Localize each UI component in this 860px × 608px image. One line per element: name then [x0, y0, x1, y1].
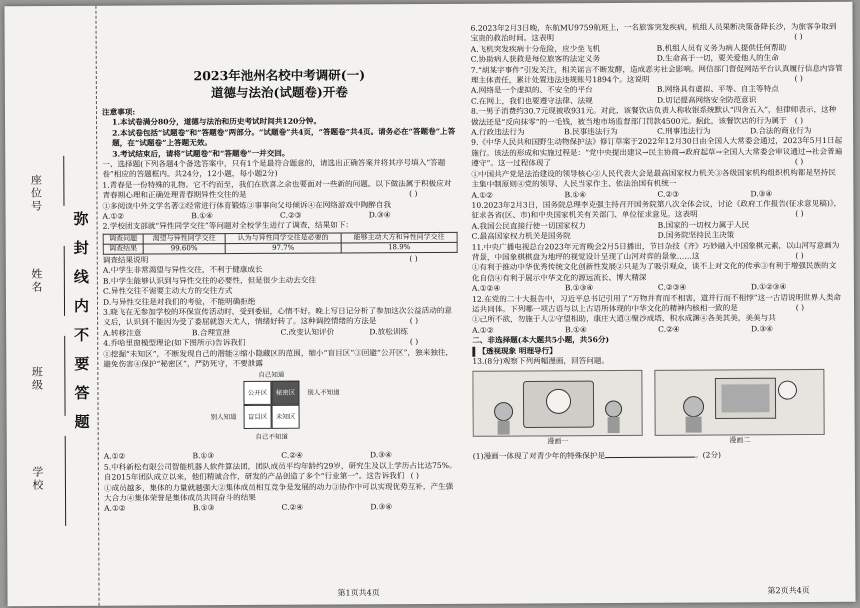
option: B.①④ — [191, 211, 213, 221]
cartoon-two-caption: 漫画二 — [729, 436, 751, 445]
option: A.网络是一个虚拟的、不安全的平台 — [470, 85, 593, 96]
question-items: ①中国共产党是法治建设的领导核心②人民代表大会是最高国家权力机关③各级国家机构组织机构都是坚持民主集中制原则④党的领导、人民当家作主、依法治国有机统一 — [471, 167, 836, 189]
cartoon-two-block — [654, 369, 824, 448]
option: C.刑事违法行为 — [657, 126, 711, 136]
option: A.①② — [104, 503, 126, 514]
question-4 — [103, 337, 459, 462]
question-9 — [471, 136, 843, 200]
question-stem: 5.中科新松有限公司智能机器人软件算法团，团队成员平均年龄约29岁，研究生及以上学历占比达75%。自2015年团队成立以来，他们精诚合作，研发的产品创造了多个“行业第一”。这告诉我们 — [103, 460, 457, 482]
cartoon-one-caption: 漫画一 — [547, 437, 569, 446]
option: A.①② — [471, 190, 493, 200]
options-row — [472, 324, 844, 336]
page-two-column — [471, 22, 846, 584]
option: C.②④ — [658, 324, 680, 334]
option: B.①③ — [192, 451, 215, 461]
options-row — [103, 327, 458, 339]
table-cell: 认为与异性同学交往是必要的 — [225, 233, 341, 244]
cartoon-one-image — [472, 370, 642, 437]
question-stem: 11.中央广播电视总台2023年元宵晚会2月5日播出，节目杂技《齐》巧妙融入中国象棋元素，以山河写意画为背景，中国象棋棋盘为地坪的视觉设计呈现了山河对弈的景象……这 — [471, 240, 840, 262]
answer-blank — [605, 456, 695, 457]
option: A.行政违法行为 — [471, 127, 525, 137]
question-10 — [471, 199, 843, 243]
page-one-column — [102, 24, 460, 586]
option: A.中学生非常渴望与异性交往，不利于健康成长 — [102, 265, 263, 275]
option: B.国家的一切权力属于人民 — [657, 220, 750, 230]
answer-bracket: ( ) — [795, 303, 805, 313]
cartoon-one-illustration — [473, 371, 643, 438]
table-cell: 能够主动大方和异性同学交往 — [341, 232, 457, 243]
option: A.①② — [102, 211, 125, 221]
class-line — [64, 336, 65, 416]
seat-line — [63, 156, 64, 206]
question-7 — [471, 63, 843, 107]
option: B.①④ — [564, 189, 587, 199]
option: D.③④ — [750, 188, 773, 198]
option: D.放松训练 — [369, 326, 409, 337]
question-12 — [472, 292, 844, 336]
answer-bracket: ( ) — [410, 471, 419, 481]
diagram-open-area: 公开区 — [243, 381, 271, 405]
diagram-label-others-known: 别人知道 — [210, 413, 237, 422]
school-label: 学校 — [30, 466, 44, 493]
option: C.协助病人获救是每位旅客的法定义务 — [470, 54, 601, 65]
answer-bracket: ( ) — [794, 32, 803, 42]
question-items: ①己所不欲，勿施于人②守望相助，康庄大道③聚沙成塔，积水成渊④各美其美，美美与共 — [472, 313, 776, 325]
option: D.①②③④ — [750, 282, 787, 292]
answer-bracket: ( ) — [794, 157, 804, 167]
name-label: 姓名 — [29, 268, 43, 295]
option: B.合理宣泄 — [191, 327, 231, 337]
question-stem: 13.(8分)观察下列两幅漫画，回答问题。 — [472, 356, 610, 366]
question-stem: 2.学校团支部就“异性同学交往”等问题对全校学生进行了调查，结果如下： — [102, 220, 354, 232]
page-number: 第2页共4页 — [767, 586, 810, 596]
option: C.②③ — [657, 189, 680, 199]
option: C.改变认知评价 — [280, 327, 335, 337]
diagram-label-self-known: 自己知道 — [258, 371, 285, 380]
question-11 — [472, 240, 844, 294]
option: D.③④ — [370, 450, 392, 460]
option: D.与异性交往是对我们的考验，不能明确拒绝 — [102, 296, 256, 307]
question-stem: 6.2023年2月3日晚，东航MU9759航班上，一名旅客突发疾病，机组人员果断决策备降长沙，为旅客争取到宝贵的救治时间。这表明 — [470, 21, 837, 44]
table-cell: 渴望与异性同学交往 — [143, 233, 225, 243]
option: A.我国公民直接行使一切国家权力 — [471, 220, 586, 231]
question-1 — [102, 179, 457, 222]
notice-item: 1.本试卷满分80分，道德与法治和历史考试时间共120分钟。 — [112, 116, 322, 128]
diagram-unknown-area: 未知区 — [272, 405, 300, 429]
option: D.③④ — [370, 502, 393, 512]
question-stem: 8.一男子消费约30.7元现被收931元。对此，该餐饮店负责人称收银系统默认“四舍五入”，但律师表示，这种做法还是“反向抹零”的一毛钱，被当地市场监督部门罚款4500元。据此，该餐饮店的行为属于 — [470, 105, 837, 127]
question-stem: 9.《中华人民共和国野生动物保护法》修订草案于2022年12月30日由全国人大常委会通过，2023年5月1日起施行。该法的形成和实施过程是：“党中央提出建议→民主协商→政府起草→全国人大常委会审议通过→社会普遍遵守”。这一过程体现了 — [471, 136, 843, 169]
option: B.机组人员有义务为病人提供任何帮助 — [656, 42, 787, 53]
answer-bracket: ( ) — [795, 209, 804, 219]
options-row — [471, 43, 843, 66]
sub-question: (1)漫画一体现了对青少年的特殊保护是 。(2分) — [472, 450, 722, 461]
question-stem: 3.晓飞在无参加学校的环保宣传活动时，受到委屈，心情不好。晚上写日记分析了参加这次公益活动的意义后，认识到不能因为受了委屈就怨天尤人，情绪好转了。这种调控情绪的方法是 — [103, 305, 453, 328]
binding-gutter — [4, 6, 99, 606]
option: B.①③④ — [564, 283, 594, 293]
option: C.最高国家权力机关是国务院 — [471, 231, 571, 241]
table-cell: 97.7% — [225, 243, 341, 254]
question-3 — [103, 306, 458, 339]
option: C.②④ — [281, 503, 304, 513]
option: A.飞机突发疾病十分危险，应少坐飞机 — [470, 43, 601, 54]
diagram-blind-area: 盲目区 — [244, 405, 272, 429]
option: C.②③④ — [657, 282, 687, 292]
answer-bracket: ( ) — [794, 115, 804, 125]
answer-bracket: ( ) — [409, 253, 418, 263]
class-label: 班级 — [30, 366, 44, 393]
school-line — [65, 436, 66, 526]
exam-subtitle: 道德与法治(试题卷)开卷 — [210, 84, 348, 101]
page-number: 第1页共4页 — [337, 588, 380, 598]
seat-label: 座位号 — [29, 174, 43, 214]
answer-bracket: ( ) — [409, 316, 419, 326]
option: B.中学生能够认识到与异性交往的必要性，但是很少主动去交往 — [102, 275, 316, 286]
option: D.合法的商业行为 — [750, 126, 812, 136]
cartoon-two-illustration — [655, 370, 825, 437]
option: D.③④ — [751, 323, 774, 334]
table-cell: 调查结果 — [103, 244, 143, 254]
question-stem: 12.在党的二十大报告中，习近平总书记引用了“万物并育而不相害，道并行而不相悖”这一古语说明世界人类命运共同体。下列哪一项古语与以上古语所体现的中华文化的精神内核相一致的是 — [471, 292, 842, 314]
option: A.转移注意 — [103, 328, 142, 338]
option: D.切记提高网络安全防范意识 — [656, 95, 757, 105]
cartoon-row — [472, 369, 844, 449]
option: A.①② — [472, 325, 494, 335]
option: B.①④ — [565, 324, 587, 335]
question-2 — [103, 220, 458, 307]
question-items: ①成员越多，集体的力量就越强大②集体成员相互竞争是发展的动力③协作中可以实现优势互补，产生强大合力④集体荣誉是集体成员共同奋斗的结果 — [103, 481, 454, 503]
notice-item: 2.本试卷包括“试题卷”和“答题卷”两部分。“试题卷”共4页，“答题卷”共4页。请务必在“答题卷”上答题，在“试题卷”上答题无效。 — [112, 126, 456, 148]
option: D.国务院坚持民主决策 — [657, 230, 735, 240]
answer-bracket: ( ) — [794, 74, 803, 84]
notice-item: 3.考试结束后，请将“试题卷”和“答题卷”一并交回。 — [112, 148, 290, 159]
question-items: ①挖掘“未知区”，不断发现自己的潜能②缩小隐藏区的范围，缩小“盲目区”③回避“公开区”，独来独往，避免伤害④保护“秘密区”，严防死守，不要泄露 — [103, 347, 454, 369]
question-items: ①有利于推动中华优秀传统文化创新性发展②只是为了吸引观众，谈不上对文化的传承③有利于增强民族的文化自信④有利于展示中华文化的源远流长、博大精深 — [471, 261, 837, 283]
diagram-label-others-unknown: 别人不知道 — [307, 388, 340, 397]
answer-bracket: ( ) — [409, 189, 418, 199]
question-8 — [471, 105, 843, 138]
option: A.①②④ — [471, 283, 501, 293]
table-cell: 18.9% — [341, 242, 457, 253]
option: C.②③ — [280, 210, 302, 220]
seal-line-text: 弥封线内不要答题 — [71, 210, 91, 443]
question-stem: 10.2023年2月3日，国务院总理李克强主持召开国务院第八次全体会议，讨论《政府工作报告(征求意见稿)》，征求各省(区、市)和中央国家机关有关部门、单位征求意见。这表明 — [471, 198, 842, 221]
option: C.在网上，我们也要遵守法律、法规 — [470, 95, 593, 106]
exam-title: 2023年池州名校中考调研(一) — [193, 67, 366, 84]
diagram-label-self-unknown: 自己不知道 — [255, 433, 288, 442]
question-13 — [472, 355, 845, 462]
options-row — [472, 220, 844, 243]
exam-sheet — [4, 2, 855, 606]
name-line — [64, 246, 65, 316]
question-stem: 7.“胡某宇事件”引发关注，相关谣言不断发酵，造成恶劣社会影响。网信部门督促网站平台认真履行信息内容管理主体责任，累计处置违法违规账号1894个。这说明 — [470, 63, 843, 85]
question-5 — [104, 461, 459, 515]
question-stem: 1.青春是一份特殊的礼物。它不约而至，我们在欣喜之余也要面对一些新的问题。以下做法属于积极应对青春期心理和正确处理青春期异性交往的是 — [102, 178, 452, 200]
option: C.②④ — [281, 451, 303, 461]
options-row — [104, 502, 459, 514]
answer-bracket: ( ) — [795, 250, 804, 261]
table-row — [103, 242, 457, 254]
question-6 — [471, 22, 843, 66]
option: A.①② — [103, 451, 126, 462]
notice-title: 注意事项: — [101, 107, 136, 117]
section-two-heading: 二、非选择题(本大题共5小题，共56分) — [472, 335, 610, 345]
table-cell: 99.60% — [143, 243, 225, 253]
table-cell: 调查问题 — [103, 234, 143, 244]
cartoon-one-block — [472, 370, 642, 449]
option: B.网络具有虚拟、平等、自主等特点 — [656, 84, 779, 95]
question-items: ①多阅读中外文学名著②经常进行体育锻炼③事事向父母倾诉④在网络游戏中陶醉自我 — [102, 199, 392, 211]
johari-window-diagram — [103, 370, 458, 450]
diagram-hidden-area: 秘密区 — [271, 381, 299, 405]
survey-table — [103, 232, 458, 255]
option: D.③④ — [368, 210, 391, 220]
section-one-heading: 一、选择题(下列各题4个备选答案中，只有1个是最符合题意的，请选出正确答案并将其序号填入“答题卷”相应的答题框内。共24分，12小题，每小题2分) — [102, 157, 446, 180]
section-two-subheading: 【透视现象 明理导行】 — [472, 344, 844, 356]
option: D.生命高于一切，要关爱他人的生命 — [656, 53, 779, 64]
question-prompt: 调查结果说明 — [102, 255, 149, 265]
question-stem: 4.乔哈里窗模型理论(如下图所示)告诉我们 — [103, 338, 246, 348]
option: B.民事违法行为 — [564, 127, 618, 137]
option: B.①③ — [192, 503, 215, 513]
options-row — [471, 84, 843, 107]
cartoon-two-image — [654, 369, 824, 436]
answer-bracket: ( ) — [409, 337, 419, 347]
option: C.异性交往不需要主动大方的交往方式 — [102, 286, 233, 296]
